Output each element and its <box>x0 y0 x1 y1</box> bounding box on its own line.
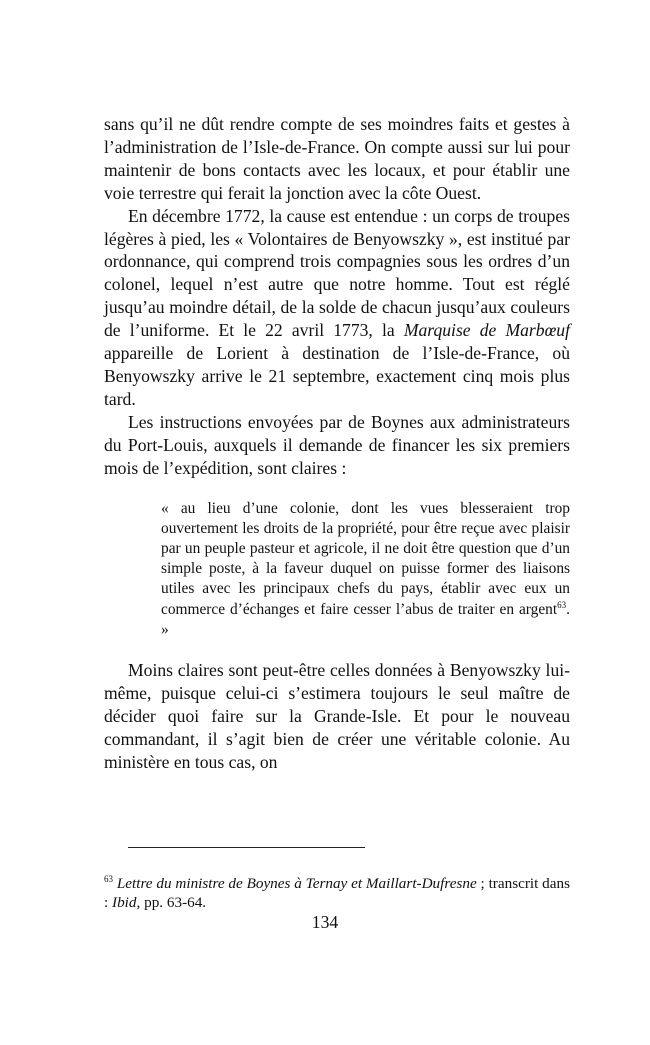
paragraph-2-text-b: appareille de Lorient à destination de l’Isle-de-France, où Benyowszky arrive le 21 septembre, exactement cinq mois plus tard. <box>104 343 570 409</box>
page-body <box>104 113 570 773</box>
footnote-reference[interactable]: 63 <box>557 599 567 610</box>
paragraph-2 <box>104 205 570 411</box>
page-number: 134 <box>311 912 339 932</box>
footnote-text: ; transcrit dans : <box>104 875 571 911</box>
paragraph-1: sans qu’il ne dût rendre compte de ses moindres faits et gestes à l’administration de l’Isle-de-France. On compte aussi sur lui pour maintenir de bons contacts avec les locaux, et pour établir une voie terrestre qui ferait la jonction avec la côte Ouest. <box>104 114 570 203</box>
paragraph-2-text-a: En décembre 1772, la cause est entendue : un corps de troupes légères à pied, les « Volontaires de Benyowszky », est institué par ordonnance, qui comprend trois compagnies sous les ordres d’un colonel, lequel n’est autre que notre homme. Tout est réglé jusqu’au moindre détail, de la solde de chacun jusqu’aux couleurs de l’uniforme. Et le 22 avril 1773, la <box>104 205 570 341</box>
footnote-ibid: Ibid <box>112 894 137 911</box>
quote-text: « au lieu d’une colonie, dont les vues blesseraient trop ouvertement les droits de la propriété, pour être reçue avec plaisir par un peuple pasteur et agricole, il ne doit être question que d’un simple poste, à la faveur duquel on puisse former des liaisons utiles avec les principaux chefs du pays, établir avec eux un commerce d’échanges et faire cesser l’abus de traiter en argent <box>161 499 570 618</box>
footnote-number: 63 <box>104 873 113 884</box>
quote-end: . » <box>161 600 570 638</box>
footnote <box>104 874 570 912</box>
block-quote <box>161 499 570 640</box>
ship-name-italic: Marquise de Marbœuf <box>403 320 570 341</box>
footnote-pages: , pp. 63-64. <box>136 894 207 911</box>
footnote-separator <box>128 847 365 848</box>
paragraph-4: Moins claires sont peut-être celles données à Benyowszky lui-même, puisque celui-ci s’estimera toujours le seul maître de décider quoi faire sur la Grande-Isle. Et pour le nouveau commandant, il s’agit bien de créer une véritable colonie. Au ministère en tous cas, on <box>104 659 570 772</box>
paragraph-3: Les instructions envoyées par de Boynes aux administrateurs du Port-Louis, auxquels il demande de financer les six premiers mois de l’expédition, sont claires : <box>104 411 570 478</box>
footnote-title: Lettre du ministre de Boynes à Ternay et Maillart-Dufresne <box>116 875 477 892</box>
